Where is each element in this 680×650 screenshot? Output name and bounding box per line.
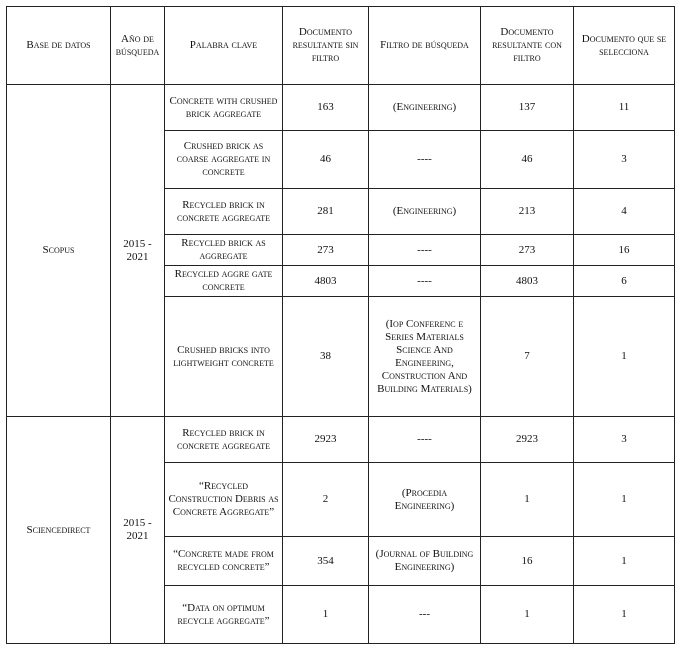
- keyword-cell: Recycled aggre gate concrete: [165, 266, 283, 297]
- header-anio-busqueda: Año de búsqueda: [111, 7, 165, 85]
- keyword-cell: “Data on optimum recycle aggregate”: [165, 586, 283, 644]
- search-filter: ----: [369, 131, 481, 189]
- table-row: [7, 417, 675, 463]
- table-row: [7, 85, 675, 131]
- count-unfiltered: 38: [283, 297, 369, 417]
- database-name: Sciencedirect: [7, 417, 111, 644]
- search-filter: (Engineering): [369, 189, 481, 235]
- keyword-cell: Crushed bricks into lightweight concrete: [165, 297, 283, 417]
- count-selected: 1: [574, 537, 675, 586]
- search-filter: (Procedia Engineering): [369, 463, 481, 537]
- count-filtered: 4803: [481, 266, 574, 297]
- keyword-cell: Concrete with crushed brick aggregate: [165, 85, 283, 131]
- search-filter: (Journal of Building Engineering): [369, 537, 481, 586]
- count-selected: 1: [574, 586, 675, 644]
- keyword-cell: “Recycled Construction Debris as Concrete Aggregate”: [165, 463, 283, 537]
- count-selected: 3: [574, 417, 675, 463]
- count-unfiltered: 281: [283, 189, 369, 235]
- keyword-cell: Recycled brick in concrete aggregate: [165, 417, 283, 463]
- count-filtered: 137: [481, 85, 574, 131]
- count-selected: 4: [574, 189, 675, 235]
- count-filtered: 273: [481, 235, 574, 266]
- header-filtro-busqueda: Filtro de búsqueda: [369, 7, 481, 85]
- header-documento-sin-filtro: Documento resultante sin filtro: [283, 7, 369, 85]
- count-unfiltered: 1: [283, 586, 369, 644]
- count-selected: 11: [574, 85, 675, 131]
- search-filter: (Iop Conferenc e Series Materials Science And Engineering, Construction And Building Materials): [369, 297, 481, 417]
- count-filtered: 46: [481, 131, 574, 189]
- database-name: Scopus: [7, 85, 111, 417]
- search-results-table: [6, 6, 675, 644]
- count-filtered: 213: [481, 189, 574, 235]
- count-unfiltered: 46: [283, 131, 369, 189]
- count-selected: 6: [574, 266, 675, 297]
- header-documento-con-filtro: Documento resultante con filtro: [481, 7, 574, 85]
- count-unfiltered: 163: [283, 85, 369, 131]
- header-palabra-clave: Palabra clave: [165, 7, 283, 85]
- count-filtered: 1: [481, 463, 574, 537]
- count-filtered: 1: [481, 586, 574, 644]
- count-unfiltered: 2923: [283, 417, 369, 463]
- search-filter: ----: [369, 417, 481, 463]
- keyword-cell: “Concrete made from recycled concrete”: [165, 537, 283, 586]
- keyword-cell: Crushed brick as coarse aggregate in concrete: [165, 131, 283, 189]
- count-unfiltered: 2: [283, 463, 369, 537]
- search-filter: (Engineering): [369, 85, 481, 131]
- header-row: [7, 7, 675, 85]
- count-selected: 16: [574, 235, 675, 266]
- count-selected: 1: [574, 463, 675, 537]
- count-unfiltered: 273: [283, 235, 369, 266]
- count-unfiltered: 4803: [283, 266, 369, 297]
- search-filter: ----: [369, 266, 481, 297]
- count-filtered: 7: [481, 297, 574, 417]
- count-filtered: 2923: [481, 417, 574, 463]
- search-filter: ----: [369, 235, 481, 266]
- search-years: 2015 - 2021: [111, 417, 165, 644]
- search-filter: ---: [369, 586, 481, 644]
- search-years: 2015 - 2021: [111, 85, 165, 417]
- count-selected: 1: [574, 297, 675, 417]
- count-selected: 3: [574, 131, 675, 189]
- count-unfiltered: 354: [283, 537, 369, 586]
- header-documento-seleccionado: Documento que se selecciona: [574, 7, 675, 85]
- keyword-cell: Recycled brick in concrete aggregate: [165, 189, 283, 235]
- count-filtered: 16: [481, 537, 574, 586]
- header-base-de-datos: Base de datos: [7, 7, 111, 85]
- keyword-cell: Recycled brick as aggregate: [165, 235, 283, 266]
